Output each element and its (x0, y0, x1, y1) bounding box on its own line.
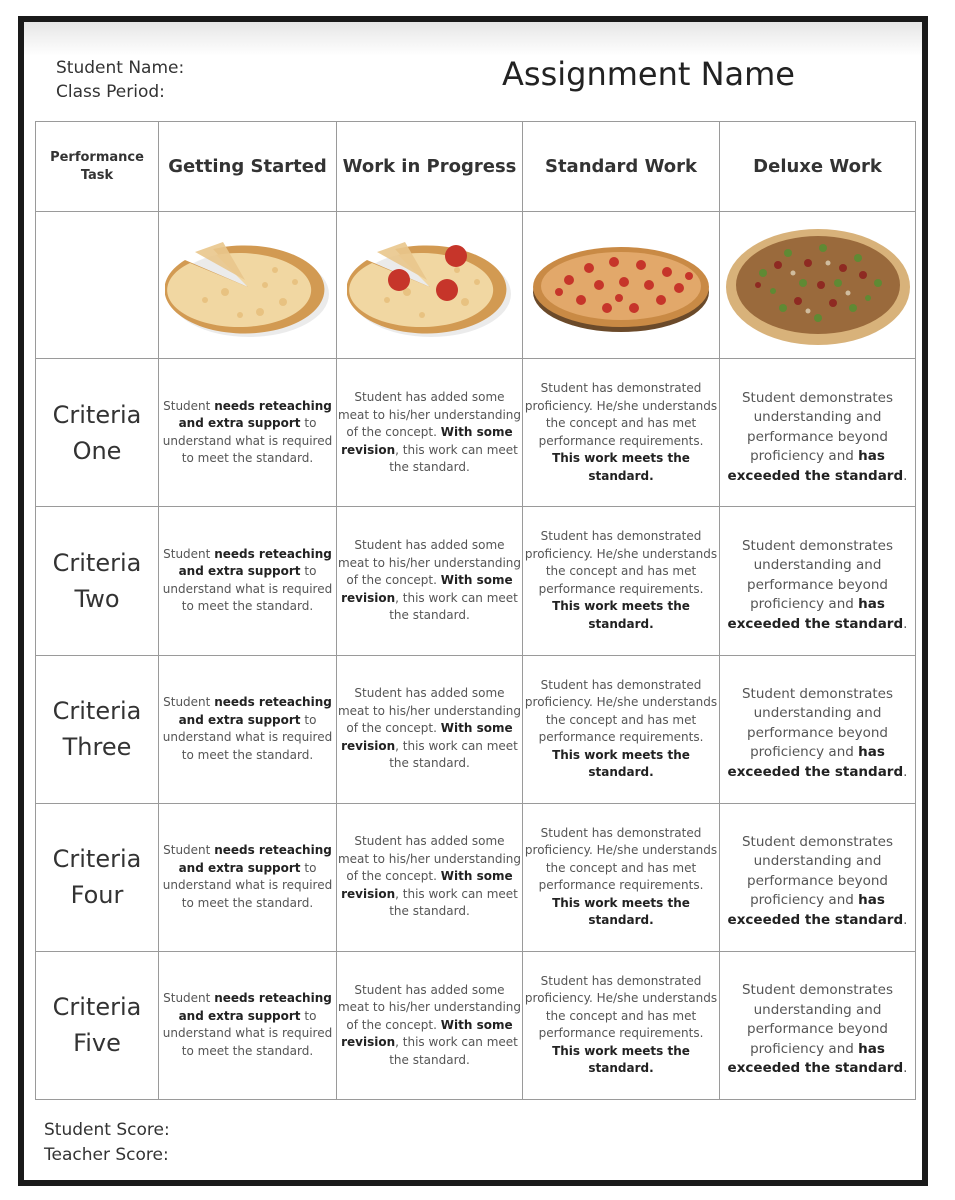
image-cell-getting-started (159, 212, 337, 359)
image-cell-deluxe-work (720, 212, 916, 359)
criteria-number: Four (70, 881, 124, 910)
descriptor-standard-work (523, 951, 720, 1099)
rubric-table (35, 121, 916, 1100)
descriptor-text: Student (163, 546, 215, 561)
descriptor-work-in-progress (337, 507, 523, 655)
cheese-pizza-image (165, 230, 331, 340)
header-fields (56, 56, 184, 104)
descriptor-text: . (903, 911, 908, 928)
descriptor-text: . (903, 615, 908, 632)
descriptor-text: . (903, 1060, 908, 1077)
image-cell-standard-work (523, 212, 720, 359)
descriptor-text: Student demonstrates understanding and performance beyond proficiency and (741, 982, 894, 1057)
pepperoni-slice (388, 269, 410, 291)
descriptor-text: Student has added some meat to his/her understanding of the concept. (337, 834, 521, 884)
rubric-page (18, 16, 928, 1186)
supreme-pizza-image (723, 223, 913, 347)
pepperoni-slice (445, 245, 467, 267)
descriptor-text: Student has demonstrated proficiency. He/she understands the concept and has met performance requirements. (524, 973, 718, 1041)
level-header-getting-started: Getting Started (159, 122, 337, 212)
descriptor-text: to understand what is required to meet the standard. (162, 416, 333, 466)
descriptor-work-in-progress (337, 655, 523, 803)
descriptor-text: to understand what is required to meet the standard. (162, 712, 333, 762)
descriptor-emphasis: has exceeded the standard (727, 448, 904, 484)
descriptor-emphasis: has exceeded the standard (727, 892, 904, 928)
score-fields (44, 1118, 170, 1168)
descriptor-getting-started (159, 359, 337, 507)
performance-task-header (36, 122, 159, 212)
descriptor-text: . (903, 467, 908, 484)
descriptor-work-in-progress (337, 359, 523, 507)
student-score-label: Student Score: (44, 1120, 170, 1140)
descriptor-emphasis: This work meets the standard. (552, 747, 690, 780)
image-cell-work-in-progress (337, 212, 523, 359)
descriptor-text: Student demonstrates understanding and performance beyond proficiency and (741, 685, 894, 761)
descriptor-text: , this work can meet the standard. (389, 738, 518, 771)
descriptor-text: , this work can meet the standard. (389, 442, 518, 475)
descriptor-getting-started (159, 951, 337, 1099)
descriptor-emphasis: needs reteaching and extra support (178, 991, 332, 1023)
level-header-deluxe-work: Deluxe Work (720, 122, 916, 212)
descriptor-text: Student has added some meat to his/her understanding of the concept. (337, 982, 521, 1032)
descriptor-text: , this work can meet the standard. (389, 886, 518, 919)
descriptor-text: Student has demonstrated proficiency. He/she understands the concept and has met performance requirements. (524, 529, 718, 596)
descriptor-text: , this work can meet the standard. (389, 1035, 518, 1067)
descriptor-text: Student (163, 991, 215, 1006)
criteria-number: Three (62, 733, 132, 762)
descriptor-emphasis: With some revision (341, 573, 513, 605)
descriptor-standard-work (523, 507, 720, 655)
descriptor-emphasis: has exceeded the standard (727, 596, 904, 632)
corner-line-2: Task (80, 167, 114, 183)
criteria-number: One (72, 436, 122, 465)
criteria-label (36, 359, 159, 507)
descriptor-text: Student has demonstrated proficiency. He/she understands the concept and has met performance requirements. (524, 825, 718, 893)
descriptor-emphasis: This work meets the standard. (552, 895, 690, 928)
descriptor-text: Student (163, 843, 215, 858)
criteria-number: Five (73, 1029, 121, 1058)
criteria-row (36, 359, 916, 507)
student-name-label: Student Name: (56, 58, 185, 78)
teacher-score-label: Teacher Score: (44, 1145, 169, 1165)
pepperoni-slice (436, 279, 458, 301)
criteria-word: Criteria (52, 845, 142, 874)
descriptor-emphasis: has exceeded the standard (727, 744, 904, 780)
descriptor-text: Student has added some meat to his/her understanding of the concept. (337, 538, 521, 588)
descriptor-work-in-progress (337, 803, 523, 951)
descriptor-deluxe-work (720, 803, 916, 951)
descriptor-deluxe-work (720, 655, 916, 803)
descriptor-text: Student has demonstrated proficiency. He/she understands the concept and has met performance requirements. (524, 677, 718, 745)
descriptor-text: Student has added some meat to his/her understanding of the concept. (337, 686, 521, 736)
descriptor-emphasis: needs reteaching and extra support (178, 695, 332, 727)
descriptor-text: Student demonstrates understanding and performance beyond proficiency and (741, 833, 894, 909)
descriptor-text: Student demonstrates understanding and performance beyond proficiency and (741, 389, 894, 465)
descriptor-text: to understand what is required to meet the standard. (162, 564, 333, 614)
descriptor-getting-started (159, 803, 337, 951)
pepperoni-pizza-image (529, 230, 713, 340)
descriptor-emphasis: needs reteaching and extra support (178, 843, 332, 875)
descriptor-emphasis: With some revision (341, 869, 513, 901)
descriptor-emphasis: With some revision (341, 721, 513, 753)
criteria-row (36, 655, 916, 803)
descriptor-text: Student has demonstrated proficiency. He/she understands the concept and has met performance requirements. (524, 381, 718, 448)
descriptor-text: , this work can meet the standard. (389, 590, 518, 623)
criteria-label (36, 507, 159, 655)
descriptor-text: Student (163, 695, 215, 710)
corner-line-1: Performance (50, 149, 144, 165)
descriptor-deluxe-work (720, 359, 916, 507)
level-header-standard-work: Standard Work (523, 122, 720, 212)
descriptor-emphasis: This work meets the standard. (552, 599, 690, 631)
image-row (36, 212, 916, 359)
descriptor-emphasis: With some revision (341, 1017, 513, 1050)
assignment-title: Assignment Name (502, 55, 795, 93)
descriptor-emphasis: has exceeded the standard (727, 1040, 904, 1077)
criteria-word: Criteria (52, 400, 142, 429)
criteria-row (36, 507, 916, 655)
header-row (36, 122, 916, 212)
descriptor-standard-work (523, 803, 720, 951)
descriptor-emphasis: This work meets the standard. (552, 451, 690, 483)
criteria-row (36, 951, 916, 1099)
class-period-label: Class Period: (56, 82, 165, 102)
descriptor-getting-started (159, 655, 337, 803)
criteria-label (36, 951, 159, 1099)
criteria-word: Criteria (52, 993, 142, 1022)
descriptor-deluxe-work (720, 507, 916, 655)
level-header-work-in-progress: Work in Progress (337, 122, 523, 212)
criteria-label (36, 803, 159, 951)
descriptor-standard-work (523, 655, 720, 803)
descriptor-text: to understand what is required to meet the standard. (162, 860, 333, 910)
descriptor-emphasis: needs reteaching and extra support (178, 398, 332, 431)
top-shade (24, 22, 922, 56)
criteria-row (36, 803, 916, 951)
descriptor-emphasis: This work meets the standard. (552, 1043, 690, 1076)
criteria-number: Two (74, 584, 120, 613)
descriptor-text: . (903, 763, 908, 780)
cheese-pizza-pepperoni-image (347, 230, 513, 340)
descriptor-getting-started (159, 507, 337, 655)
criteria-word: Criteria (52, 548, 142, 577)
descriptor-text: to understand what is required to meet the standard. (162, 1008, 333, 1058)
descriptor-deluxe-work (720, 951, 916, 1099)
descriptor-work-in-progress (337, 951, 523, 1099)
descriptor-standard-work (523, 359, 720, 507)
descriptor-text: Student (163, 398, 215, 413)
criteria-word: Criteria (52, 697, 142, 726)
descriptor-emphasis: With some revision (341, 425, 513, 457)
descriptor-text: Student has added some meat to his/her understanding of the concept. (337, 390, 521, 440)
descriptor-text: Student demonstrates understanding and performance beyond proficiency and (741, 537, 894, 613)
descriptor-emphasis: needs reteaching and extra support (178, 546, 332, 579)
criteria-label (36, 655, 159, 803)
image-row-blank (36, 212, 159, 359)
